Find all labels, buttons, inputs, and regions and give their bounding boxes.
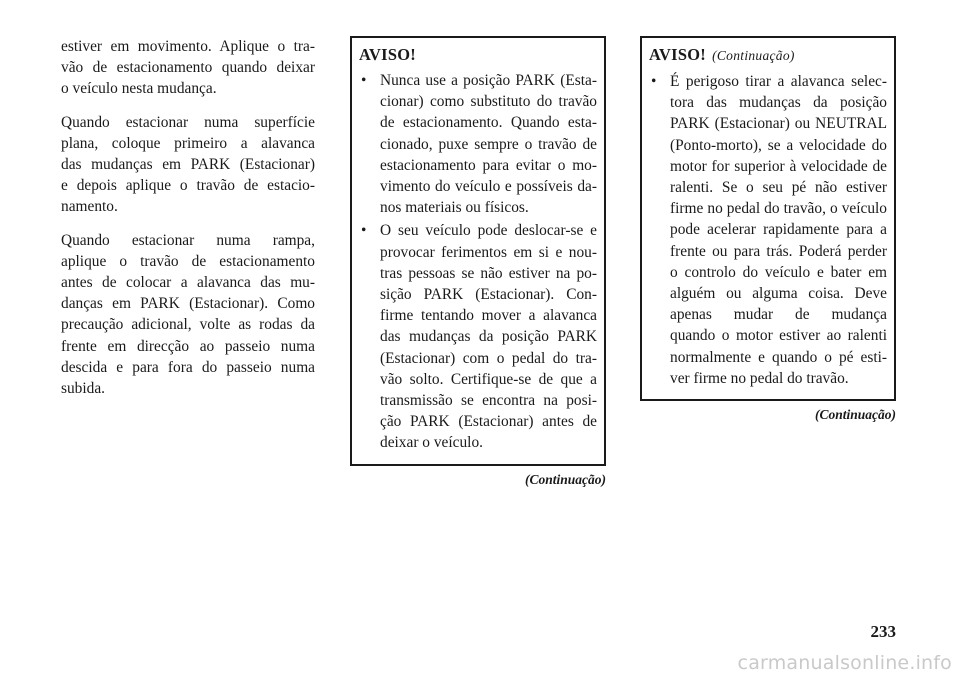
- warning-title: AVISO! (Continuação): [649, 45, 795, 64]
- text-line: namento.: [61, 198, 118, 216]
- text-line: ver firme no pedal do travão.: [670, 369, 849, 387]
- text-line: firme tentando mover a alavanca: [380, 307, 597, 325]
- continuation-note: (Continuação): [814, 407, 896, 423]
- warning-bullet: [359, 220, 597, 453]
- text-line: estacionamento para evitar o mo-: [380, 156, 597, 174]
- continuation-note: (Continuação): [524, 471, 606, 487]
- text-line: É perigoso tirar a alavanca selec-: [670, 73, 887, 90]
- text-line: PARK (Estacionar) ou NEUTRAL: [670, 115, 887, 133]
- text-line: o veículo nesta mudança.: [61, 80, 217, 98]
- bullet-dot-icon: •: [361, 222, 367, 240]
- text-line: apenas mudar de mudança: [670, 306, 887, 324]
- text-line: danças em PARK (Estacionar). Como: [61, 295, 315, 313]
- text-line: vimento do veículo e possíveis da-: [380, 178, 597, 196]
- text-line: motor for superior à velocidade de: [670, 157, 887, 175]
- paragraph: [61, 112, 315, 218]
- text-line: estiver em movimento. Aplique o tra-: [61, 38, 315, 55]
- warning-title-continued: (Continuação): [712, 48, 795, 63]
- text-line: plana, coloque primeiro a alavanca: [61, 134, 315, 152]
- body-text-column: [61, 36, 315, 411]
- text-line: quando o motor estiver ao ralenti: [670, 327, 887, 345]
- text-line: o controlo do veículo e bater em: [670, 263, 887, 281]
- text-line: (Ponto-morto), se a velocidade do: [670, 136, 887, 154]
- text-line: e depois aplique o travão de estacio-: [61, 177, 315, 195]
- text-line: O seu veículo pode deslocar-se e: [380, 222, 597, 240]
- warning-column: [350, 36, 606, 488]
- warning-box: [350, 36, 606, 466]
- text-line: tora das mudanças da posição: [670, 94, 887, 112]
- watermark: carmanualsonline.info: [737, 652, 952, 674]
- paragraph: [61, 36, 315, 100]
- text-line: firme no pedal do travão, o veículo: [670, 200, 887, 218]
- bullet-dot-icon: •: [651, 73, 657, 90]
- warning-box: [640, 36, 896, 401]
- text-line: vão solto. Certifique-se de que a: [380, 370, 597, 388]
- text-line: das mudanças em PARK (Estacionar): [61, 156, 315, 174]
- text-line: frente ou para trás. Poderá perder: [670, 242, 887, 260]
- warning-bullets: [359, 70, 597, 454]
- text-line: precaução adicional, volte as rodas da: [61, 316, 315, 334]
- text-line: normalmente e quando o pé esti-: [670, 348, 887, 366]
- warning-bullet: [359, 70, 597, 218]
- text-line: de estacionamento. Quando esta-: [380, 114, 597, 132]
- text-line: Quando estacionar numa rampa,: [61, 231, 315, 249]
- bullet-dot-icon: •: [361, 72, 367, 89]
- text-line: Quando estacionar numa superfície: [61, 113, 315, 131]
- text-line: pode acelerar rapidamente para a: [670, 221, 887, 239]
- page-number: 233: [870, 622, 896, 641]
- paragraph: [61, 230, 315, 400]
- text-line: ção PARK (Estacionar) antes de: [380, 413, 597, 431]
- warning-bullets: [649, 71, 887, 389]
- text-line: tras pessoas se não estiver na po-: [380, 264, 597, 282]
- text-line: Nunca use a posição PARK (Esta-: [380, 72, 597, 89]
- text-line: cionado, puxe sempre o travão de: [380, 135, 597, 153]
- text-line: cionar) como substituto do travão: [380, 93, 597, 111]
- text-line: sição PARK (Estacionar). Con-: [380, 286, 597, 304]
- text-line: transmissão se encontra na posi-: [380, 392, 597, 410]
- text-line: ralenti. Se o seu pé não estiver: [670, 179, 887, 197]
- text-line: (Estacionar) com o pedal do tra-: [380, 349, 597, 367]
- warning-title: AVISO!: [359, 45, 417, 64]
- warning-column-continued: [640, 36, 896, 423]
- text-line: deixar o veículo.: [380, 434, 483, 452]
- text-line: antes de colocar a alavanca das mu-: [61, 274, 315, 292]
- text-line: subida.: [61, 380, 106, 398]
- text-line: provocar ferimentos em si e nou-: [380, 243, 597, 261]
- text-line: aplique o travão de estacionamento: [61, 252, 315, 270]
- text-line: vão de estacionamento quando deixar: [61, 59, 315, 77]
- text-line: descida e para fora do passeio numa: [61, 358, 315, 376]
- text-line: nos materiais ou físicos.: [380, 199, 529, 217]
- warning-bullet: [649, 71, 887, 389]
- text-line: frente em direcção ao passeio numa: [61, 337, 315, 355]
- text-line: alguém ou alguma coisa. Deve: [670, 285, 887, 303]
- text-line: das mudanças da posição PARK: [380, 328, 597, 346]
